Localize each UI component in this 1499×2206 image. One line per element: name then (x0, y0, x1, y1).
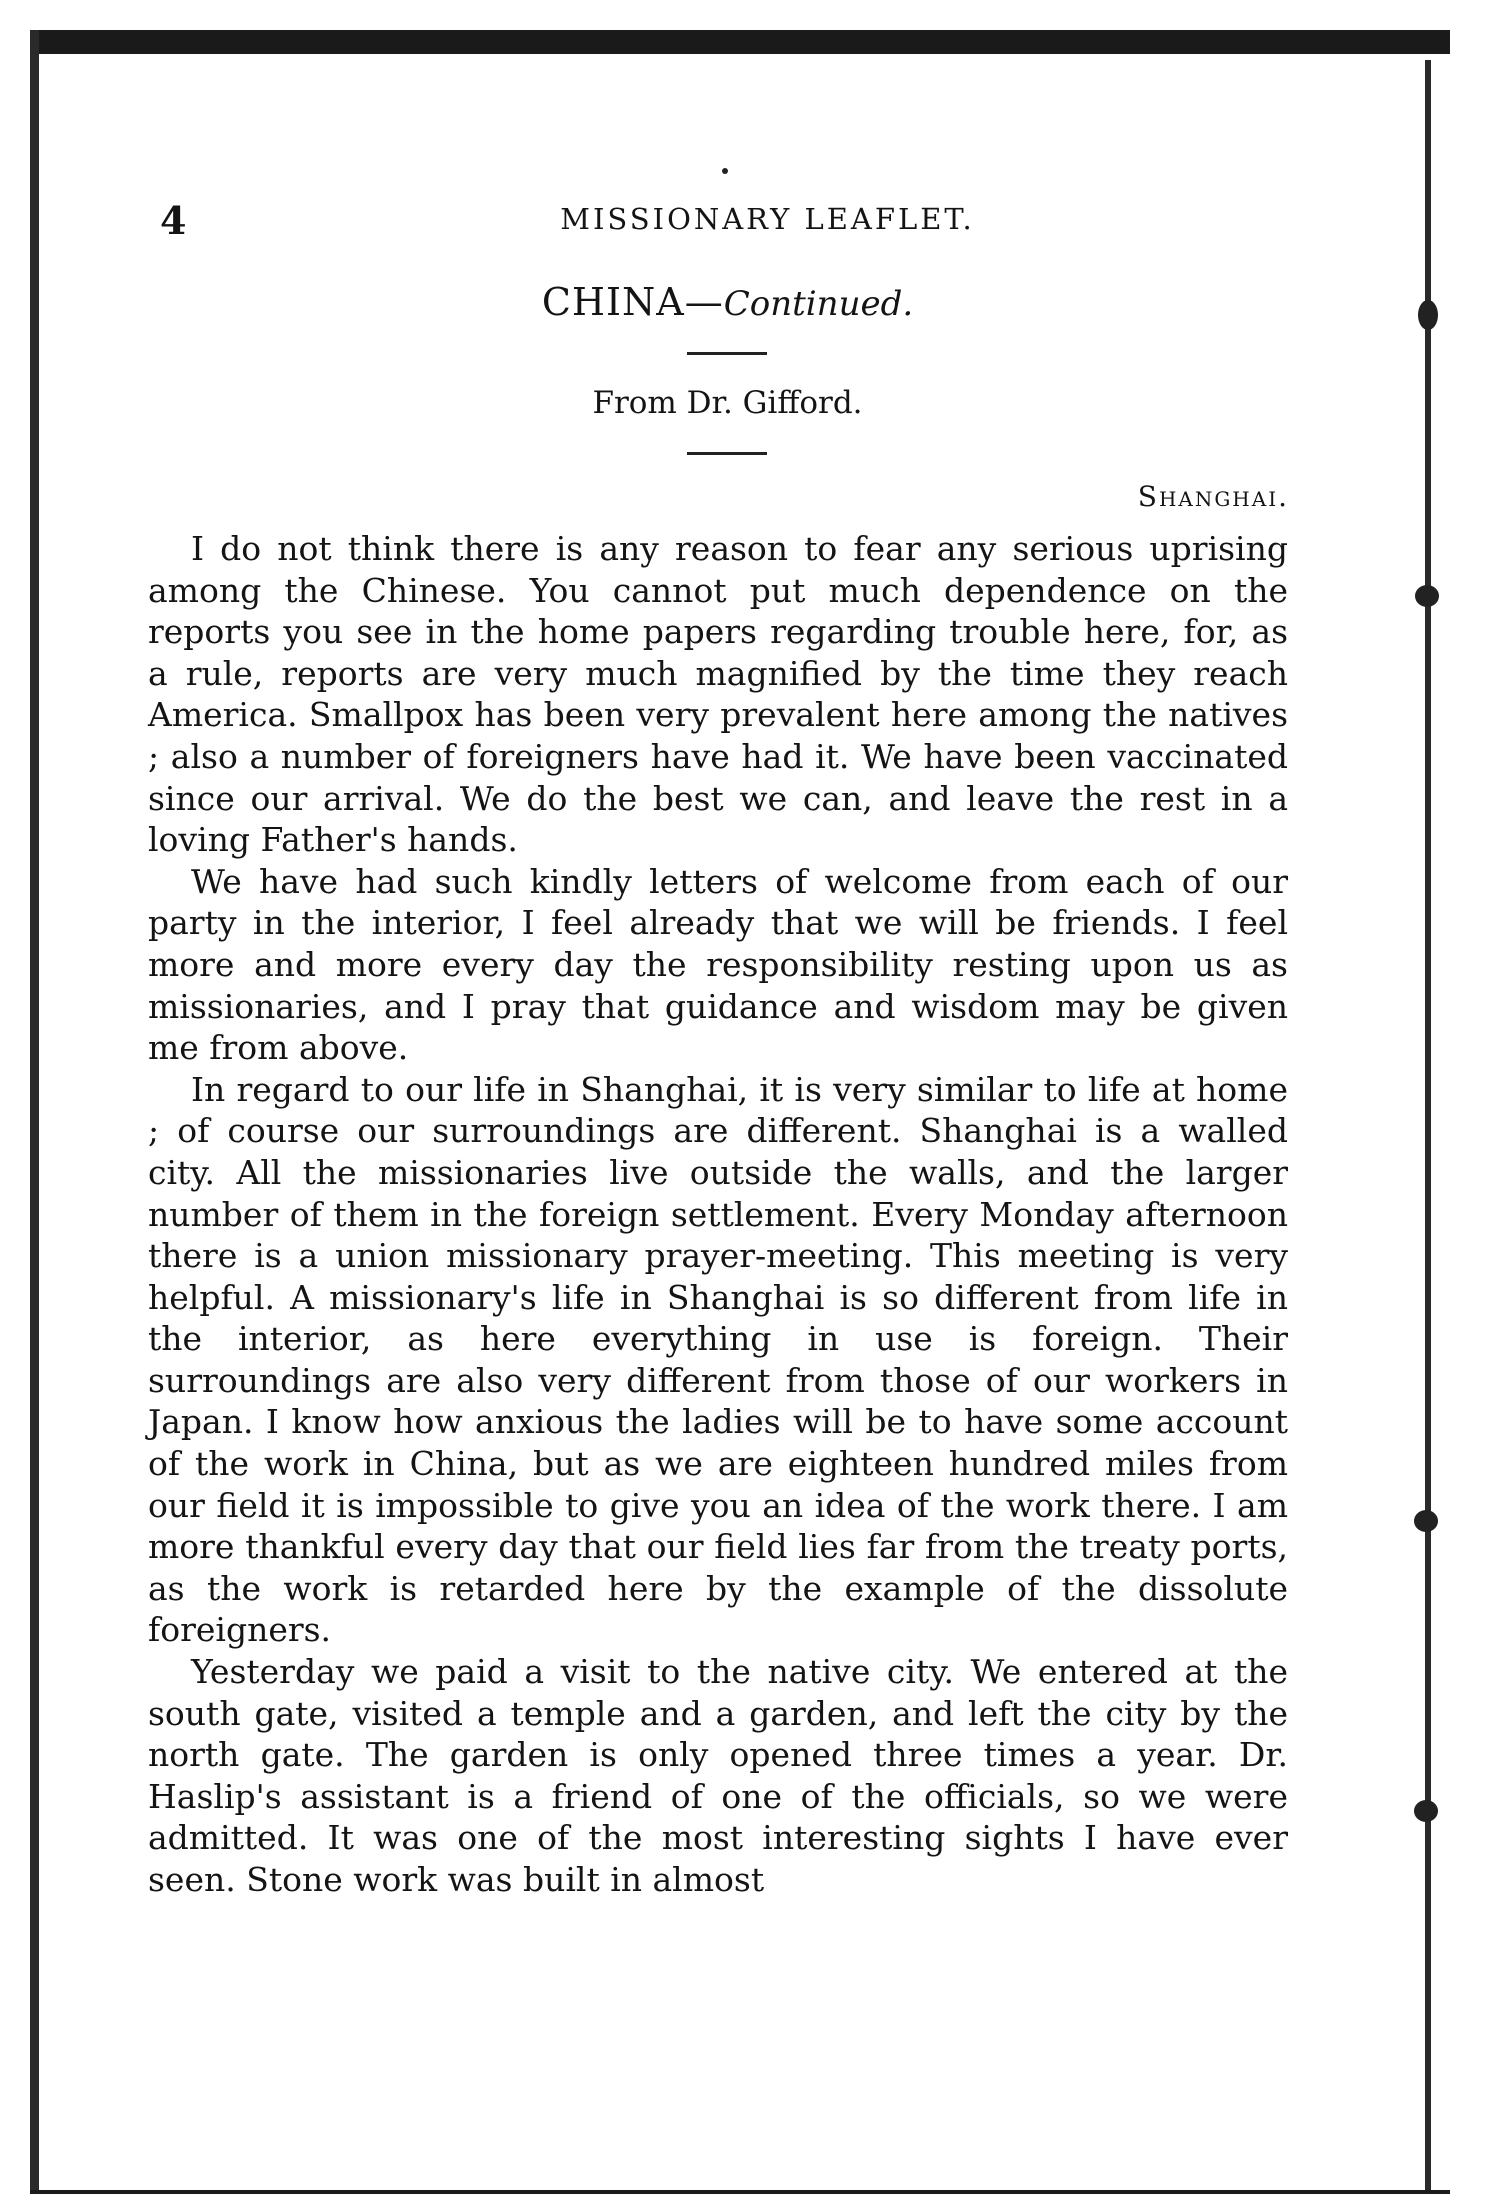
paragraph: Yesterday we paid a visit to the native city. We entered at the south gate, visited a temple and a garden, and left the city by the north gate. The garden is only opened three times a year. Dr. Haslip's assistant is a friend of one of the officials, so we were admitted. It was one of the most interesting sights I have ever seen. Stone work was built in almost (148, 1652, 1288, 1899)
paragraph: We have had such kindly letters of welcome from each of our party in the interior, I feel already that we will be friends. I feel more and more every day the responsibility resting upon us as missionaries, and I pray that guidance and wisdom may be given me from above. (148, 861, 1288, 1068)
paragraph: In regard to our life in Shanghai, it is very similar to life at home ; of course our surroundings are different. Shanghai is a walled city. All the missionaries live outside the walls, and the larger number of them in the foreign settlement. Every Monday afternoon there is a union missionary prayer-meeting. This meeting is very helpful. A missionary's life in Shanghai is so different from life in the interior, as here everything in use is foreign. Their surroundings are also very different from those of our workers in Japan. I know how anxious the ladies will be to have some account of the work in China, but as we are eighteen hundred miles from our field it is impossible to give you an idea of the work there. I am more thankful every day that our field lies far from the treaty ports, as the work is retarded here by the example of the dissolute foreigners. (148, 1069, 1288, 1650)
page-number: 4 (160, 198, 187, 243)
section-title-main: CHINA— (541, 280, 724, 324)
scan-border-right (1425, 60, 1431, 2190)
print-speck (1418, 300, 1438, 330)
print-speck (1414, 1800, 1438, 1822)
page-header (160, 198, 1295, 243)
print-speck (722, 168, 728, 174)
paragraph: I do not think there is any reason to fear any serious uprising among the Chinese. You cannot put much dependence on the reports you see in the home papers regarding trouble here, for, as a rule, reports are very much magnified by the time they reach America. Smallpox has been very prevalent here among the natives ; also a number of foreigners have had it. We have been vaccinated since our arrival. We do the best we can, and leave the rest in a loving Father's hands. (148, 529, 1288, 860)
divider-rule (687, 452, 767, 455)
scan-border-top (30, 30, 1450, 54)
byline: From Dr. Gifford. (592, 385, 863, 421)
print-speck (1415, 585, 1439, 607)
divider-rule (687, 352, 767, 355)
article-body (148, 528, 1288, 1901)
print-speck (1414, 1510, 1438, 1532)
scan-border-bottom (30, 2190, 1450, 2194)
section-title-continued: Continued. (723, 284, 914, 324)
scan-border-left (30, 30, 39, 2190)
dateline-place: Shanghai. (1137, 480, 1289, 513)
running-head: MISSIONARY LEAFLET. (560, 202, 975, 236)
section-title (160, 280, 1295, 324)
